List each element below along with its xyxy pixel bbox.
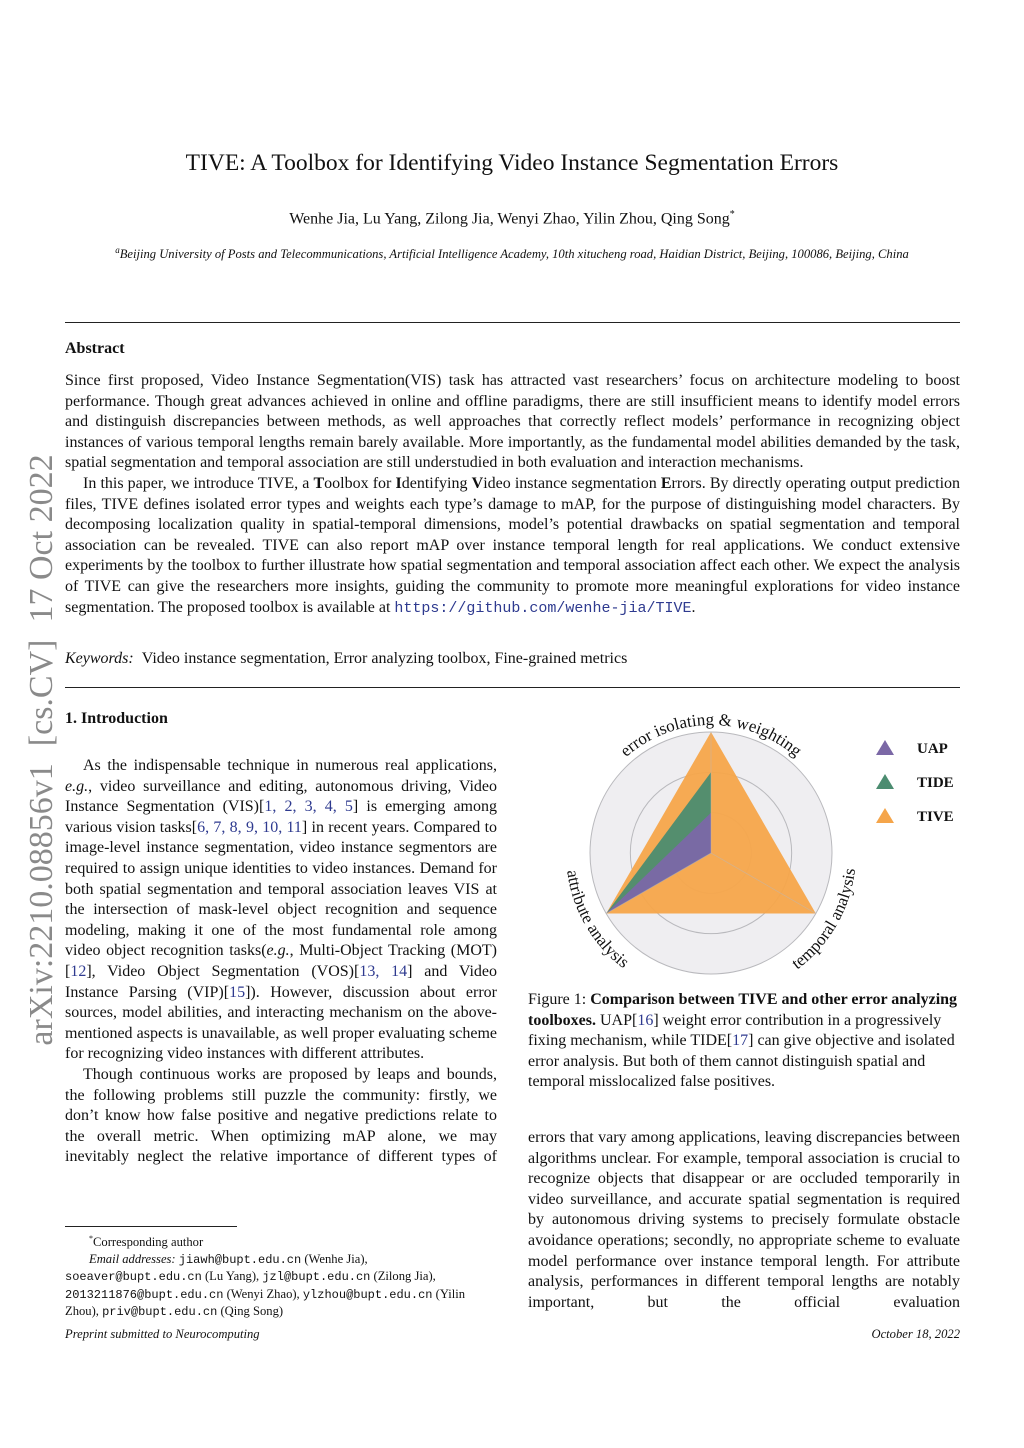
legend-label: UAP (917, 741, 948, 757)
corresponding-note (65, 1231, 497, 1251)
email-addresses (65, 1251, 497, 1321)
text-run: errors that vary among applications, leaving discrepancies between algorithms unclear. For example, temporal association is crucial to recognize objects that disappear or are occluded temporarily in video surveillance, and accurate spatial segmentation is required by autonomous driving systems to precisely formulate obstacle avoidance operations; secondly, no appropriate scheme to evaluate model performance over instance temporal length. For attribute analysis, performances in different temporal lengths are notably important, but the official evaluation (528, 1129, 960, 1311)
keywords-label: Keywords: (65, 650, 134, 667)
email-address: 2013211876@bupt.edu.cn (65, 1287, 224, 1302)
text-run: V (471, 474, 484, 492)
email-address: priv@bupt.edu.cn (102, 1305, 218, 1320)
text-run: , Multi-Object Tracking (MOT)[ (65, 942, 497, 980)
affiliation-mark: a (115, 245, 120, 255)
corresponding-text: Corresponding author (93, 1235, 204, 1250)
radar-axis-label-text: temporal analysis (787, 867, 860, 973)
section-heading-introduction: 1. Introduction (65, 710, 168, 727)
text-run: oolbox for (324, 474, 396, 492)
text-run: (Qing Song) (217, 1304, 284, 1319)
paper-title: TIVE: A Toolbox for Identifying Video Instance Segmentation Errors (185, 150, 839, 176)
legend-triangle-icon (876, 808, 894, 823)
legend-label: TIVE (917, 809, 954, 825)
text-run: Since first proposed, Video Instance Segmentation(VIS) task has attracted vast researchers’ focus on architecture modeling to boost performance. Though great advances achieved in online and offline paradigms, there are still insufficient means to identify model errors and distinguish discrepancies between methods, as well approaches that correctly reflect models’ performance in recognizing object instances of various temporal lengths remain barely available. More importantly, as the fundamental model abilities demanded by the task, spatial segmentation and temporal association are still understudied in both evaluation and interaction mechanisms. (65, 372, 960, 472)
email-address: soeaver@bupt.edu.cn (65, 1270, 202, 1285)
keywords (65, 650, 960, 668)
intro-paragraph (65, 756, 497, 1065)
citation-link[interactable]: 15 (229, 983, 246, 1001)
intro-paragraph (65, 1065, 497, 1168)
footnote-mark: * (89, 1234, 93, 1243)
citation-link[interactable]: 12 (70, 962, 87, 980)
authors: Wenhe Jia, Lu Yang, Zilong Jia, Wenyi Zhao, Yilin Zhou, Qing Song (289, 210, 730, 228)
email-address: jiawh@bupt.edu.cn (178, 1252, 302, 1267)
email-address: jzl@bupt.edu.cn (262, 1270, 371, 1285)
footnote (65, 1231, 497, 1321)
radar-axis-label-text: attribute analysis (563, 868, 633, 972)
citation-link[interactable]: 16 (637, 1011, 654, 1029)
text-run: rrors. By directly operating output prediction files, TIVE defines isolated error types and weights each type’s damage to mAP, for the purpose of distinguishing model characters. By decomposing localization quality in spatial-temporal dimensions, model’s potential drawbacks on spatial segmentation and temporal association can be revealed. TIVE can also report mAP over instance temporal length for real applications. We conduct extensive experiments by the toolbox to further illustrate how spatial segmentation and temporal association affect each other. We expect the analysis of TIVE can give the researchers more insights, guiding the community to promote more meaningful explorations for video instance segmentation. The proposed toolbox is available at (65, 474, 961, 616)
text-run: ]). However, discussion about error sources, model abilities, and interacting mechanism on the above-mentioned aspects is unavailable, as well proper evaluating scheme for recognizing video instances with different attributes. (65, 983, 497, 1063)
figure-caption (528, 990, 960, 1093)
text-run: ] is emerging among various vision tasks[ (65, 798, 498, 836)
legend-triangle-icon (876, 774, 894, 789)
corresponding-mark: * (729, 209, 735, 220)
abstract-heading: Abstract (65, 340, 125, 357)
text-run: ], Video Object Segmentation (VOS)[ (86, 962, 360, 980)
text-run: (Wenhe Jia), (301, 1251, 368, 1266)
text-run: UAP[ (596, 1011, 638, 1029)
affiliation (0, 245, 1024, 262)
author-list (0, 209, 1024, 228)
citation-link[interactable]: 17 (732, 1032, 749, 1050)
text-run: ] weight error contribution in a progressively fixing mechanism, while TIDE[ (528, 1011, 942, 1050)
text-run: Comparison between TIVE and other error analyzing toolboxes. (528, 991, 958, 1029)
citation-link[interactable]: 1, 2, 3, 4, 5 (264, 798, 353, 816)
text-run: I (395, 474, 402, 492)
abstract-body (65, 371, 960, 619)
keywords-text: Video instance segmentation, Error analyzing toolbox, Fine-grained metrics (141, 650, 628, 667)
radar-chart (530, 700, 970, 985)
text-run: (Wenyi Zhao), (223, 1286, 303, 1301)
footnote-rule (65, 1226, 237, 1227)
abstract-bottom-rule (65, 687, 960, 688)
text-run: T (313, 474, 325, 492)
legend-triangle-icon (876, 740, 894, 755)
text-run: , video surveillance and editing, autonomous driving, Video Instance Segmentation (VIS)[ (65, 777, 497, 816)
text-run: Email addresses: (89, 1251, 179, 1266)
text-run: As the indispensable technique in numerous real applications, (83, 757, 497, 774)
text-run: (Lu Yang), (201, 1269, 263, 1284)
text-run: e.g. (65, 777, 89, 795)
arxiv-stamp: arXiv:2210.08856v1 [cs.CV] 17 Oct 2022 (23, 454, 60, 1046)
citation-link[interactable]: 13, 14 (359, 962, 408, 980)
text-run: Though continuous works are proposed by leaps and bounds, the following problems still puzzle the community: firstly, we don’t know how false positive and negative predictions relate to the overall metric. When optimizing mAP alone, we may inevitably neglect the relative importance of different types of (65, 1065, 497, 1166)
footer-date: October 18, 2022 (871, 1327, 960, 1341)
url-link[interactable]: https://github.com/wenhe-jia/TIVE (394, 599, 692, 617)
footer-venue: Preprint submitted to Neurocomputing (65, 1327, 260, 1341)
radar-axis-label-text: error isolating & weighting (616, 709, 806, 761)
left-column (65, 756, 497, 1168)
text-run: ] in recent years. Compared to image-level instance segmentation, video instance segmentors are required to assign unique identities to video instances. Demand for both spatial segmentation and temporal association leaves VIS at the intersection of mask-level object recognition and sequence modeling, making it one of the most fundamental role among video object recognition tasks( (65, 818, 498, 960)
text-run: ideo instance segmentation (483, 474, 661, 492)
abstract-paragraph (65, 474, 960, 619)
text-run: Figure 1: (528, 991, 591, 1008)
affiliation-text: Beijing University of Posts and Telecommunications, Artificial Intelligence Academy, 10th xitucheng road, Haidian District, Beijing, 100086, Beijing, China (119, 247, 909, 262)
text-run: (Yilin Zhou), (65, 1286, 466, 1319)
citation-link[interactable]: 6, 7, 8, 9, 10, 11 (197, 818, 302, 836)
top-rule (65, 322, 960, 323)
legend-label: TIDE (917, 775, 954, 791)
email-address: ylzhou@bupt.edu.cn (302, 1287, 433, 1302)
text-run: . (691, 598, 696, 616)
text-run: ] and Video Instance Parsing (VIP)[ (65, 962, 497, 1001)
text-run: e.g. (266, 942, 290, 960)
intro-paragraph (528, 1128, 960, 1313)
abstract-paragraph (65, 371, 960, 474)
text-run: dentifying (401, 474, 472, 492)
text-run: (Zilong Jia), (370, 1269, 436, 1284)
text-run: In this paper, we introduce TIVE, a (83, 474, 314, 492)
text-run: E (660, 474, 672, 492)
right-column (528, 1128, 960, 1313)
text-run: ] can give objective and isolated error analysis. But both of them cannot distinguish spatial and temporal misslocalized false positives. (528, 1032, 955, 1091)
